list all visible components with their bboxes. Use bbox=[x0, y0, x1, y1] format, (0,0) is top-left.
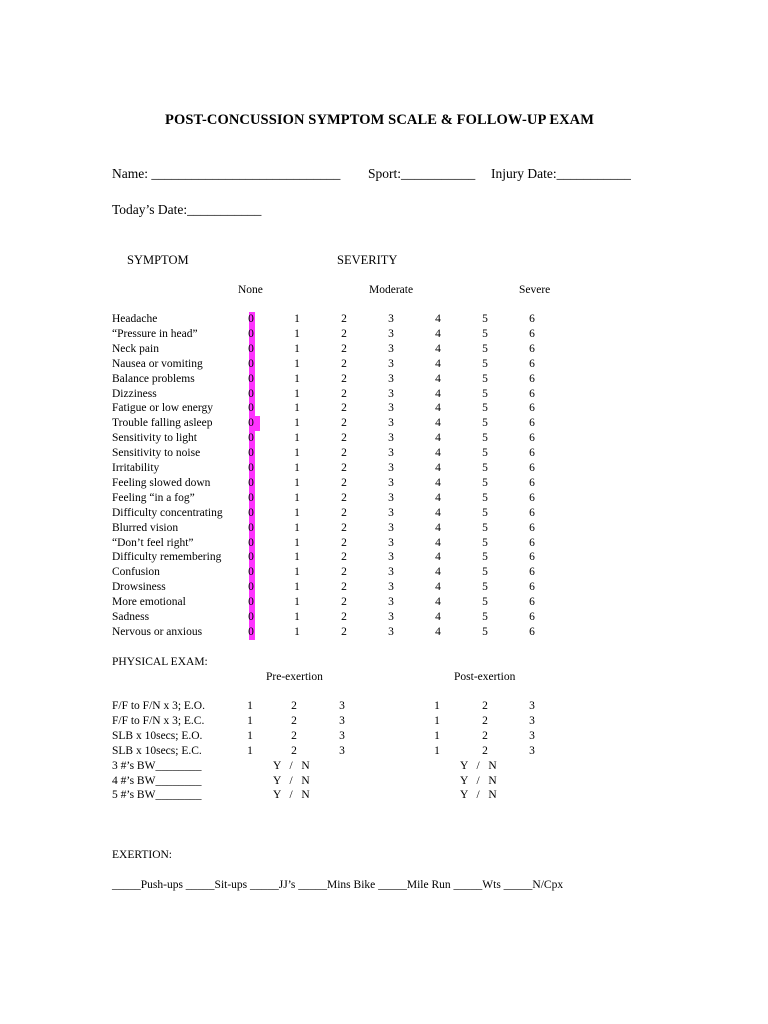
rating-option-3[interactable]: 3 bbox=[388, 476, 394, 489]
rating-option-3[interactable]: 3 bbox=[388, 566, 394, 579]
rating-option-0[interactable]: 0 bbox=[248, 536, 254, 549]
post-exertion-score-2[interactable]: 2 bbox=[482, 700, 488, 712]
rating-option-0[interactable]: 0 bbox=[248, 447, 254, 460]
pre-exertion-score-2[interactable]: 2 bbox=[291, 714, 297, 727]
rating-option-6[interactable]: 6 bbox=[529, 447, 535, 460]
pre-exertion-yes-no[interactable]: Y / N bbox=[273, 789, 310, 802]
rating-option-0[interactable]: 0 bbox=[248, 611, 254, 623]
symptom-row bbox=[0, 477, 768, 492]
rating-option-0[interactable]: 0 bbox=[248, 387, 254, 400]
rating-option-0[interactable]: 0 bbox=[248, 372, 254, 385]
symptom-label: Blurred vision bbox=[112, 521, 179, 534]
rating-option-0[interactable]: 0 bbox=[248, 581, 254, 594]
exam-test-label: SLB x 10secs; E.O. bbox=[112, 729, 203, 742]
symptom-label: More emotional bbox=[112, 596, 186, 609]
rating-option-3[interactable]: 3 bbox=[388, 581, 394, 594]
rating-option-5[interactable]: 5 bbox=[482, 372, 488, 385]
rating-option-5[interactable]: 5 bbox=[482, 476, 488, 489]
rating-option-6[interactable]: 6 bbox=[529, 313, 535, 325]
rating-option-3[interactable]: 3 bbox=[388, 372, 394, 385]
rating-option-4[interactable]: 4 bbox=[435, 536, 441, 549]
rating-option-1[interactable]: 1 bbox=[294, 313, 300, 325]
rating-option-5[interactable]: 5 bbox=[482, 596, 488, 609]
rating-option-5[interactable]: 5 bbox=[482, 611, 488, 623]
symptom-label: Nausea or vomiting bbox=[112, 357, 203, 370]
rating-option-6[interactable]: 6 bbox=[529, 611, 535, 623]
rating-option-1[interactable]: 1 bbox=[294, 417, 300, 430]
rating-option-2[interactable]: 2 bbox=[341, 611, 347, 623]
rating-option-2[interactable]: 2 bbox=[341, 342, 347, 355]
rating-option-2[interactable]: 2 bbox=[341, 402, 347, 415]
rating-option-2[interactable]: 2 bbox=[341, 387, 347, 400]
rating-option-3[interactable]: 3 bbox=[388, 447, 394, 460]
exertion-heading: EXERTION: bbox=[112, 849, 172, 861]
post-exertion-label: Post-exertion bbox=[454, 671, 516, 683]
rating-option-0[interactable]: 0 bbox=[248, 342, 254, 355]
rating-option-5[interactable]: 5 bbox=[482, 447, 488, 460]
rating-option-1[interactable]: 1 bbox=[294, 432, 300, 445]
yes-no-label[interactable]: 5 #’s BW________ bbox=[112, 789, 202, 802]
exam-test-label: SLB x 10secs; E.C. bbox=[112, 744, 202, 757]
symptom-row bbox=[0, 596, 768, 611]
rating-option-1[interactable]: 1 bbox=[294, 596, 300, 609]
rating-option-4[interactable]: 4 bbox=[435, 625, 441, 638]
rating-option-1[interactable]: 1 bbox=[294, 611, 300, 623]
rating-option-4[interactable]: 4 bbox=[435, 342, 441, 355]
rating-option-4[interactable]: 4 bbox=[435, 447, 441, 460]
rating-option-5[interactable]: 5 bbox=[482, 551, 488, 564]
yes-no-row bbox=[0, 760, 768, 775]
rating-option-3[interactable]: 3 bbox=[388, 625, 394, 638]
rating-option-4[interactable]: 4 bbox=[435, 521, 441, 534]
exam-test-row bbox=[0, 730, 768, 745]
rating-option-5[interactable]: 5 bbox=[482, 566, 488, 579]
pre-exertion-score-3[interactable]: 3 bbox=[339, 700, 345, 712]
rating-option-6[interactable]: 6 bbox=[529, 357, 535, 370]
rating-option-1[interactable]: 1 bbox=[294, 491, 300, 504]
post-exertion-score-3[interactable]: 3 bbox=[529, 714, 535, 727]
rating-option-5[interactable]: 5 bbox=[482, 327, 488, 340]
rating-option-5[interactable]: 5 bbox=[482, 506, 488, 519]
pre-exertion-score-3[interactable]: 3 bbox=[339, 729, 345, 742]
rating-option-1[interactable]: 1 bbox=[294, 521, 300, 534]
rating-option-2[interactable]: 2 bbox=[341, 357, 347, 370]
rating-option-2[interactable]: 2 bbox=[341, 521, 347, 534]
rating-option-1[interactable]: 1 bbox=[294, 581, 300, 594]
symptom-label: Headache bbox=[112, 313, 158, 325]
rating-option-4[interactable]: 4 bbox=[435, 327, 441, 340]
symptom-row bbox=[0, 462, 768, 477]
rating-option-2[interactable]: 2 bbox=[341, 476, 347, 489]
rating-option-6[interactable]: 6 bbox=[529, 342, 535, 355]
exam-test-row bbox=[0, 700, 768, 715]
symptom-label: Neck pain bbox=[112, 342, 159, 355]
pre-exertion-score-1[interactable]: 1 bbox=[247, 744, 253, 757]
rating-option-3[interactable]: 3 bbox=[388, 387, 394, 400]
post-exertion-score-2[interactable]: 2 bbox=[482, 744, 488, 757]
rating-option-3[interactable]: 3 bbox=[388, 417, 394, 430]
symptom-row bbox=[0, 313, 768, 328]
symptom-label: Difficulty concentrating bbox=[112, 506, 223, 519]
rating-option-4[interactable]: 4 bbox=[435, 357, 441, 370]
rating-option-4[interactable]: 4 bbox=[435, 581, 441, 594]
rating-option-4[interactable]: 4 bbox=[435, 611, 441, 623]
pre-exertion-score-2[interactable]: 2 bbox=[291, 729, 297, 742]
symptom-row bbox=[0, 492, 768, 507]
pre-exertion-label: Pre-exertion bbox=[266, 671, 323, 683]
severity-header: SEVERITY bbox=[337, 253, 398, 267]
rating-option-5[interactable]: 5 bbox=[482, 581, 488, 594]
symptom-row bbox=[0, 388, 768, 403]
yes-no-label[interactable]: 3 #’s BW________ bbox=[112, 759, 202, 772]
post-exertion-yes-no[interactable]: Y / N bbox=[460, 789, 497, 802]
rating-option-3[interactable]: 3 bbox=[388, 491, 394, 504]
rating-option-2[interactable]: 2 bbox=[341, 581, 347, 594]
rating-option-5[interactable]: 5 bbox=[482, 342, 488, 355]
rating-option-6[interactable]: 6 bbox=[529, 521, 535, 534]
pre-exertion-score-2[interactable]: 2 bbox=[291, 744, 297, 757]
rating-option-3[interactable]: 3 bbox=[388, 342, 394, 355]
rating-option-4[interactable]: 4 bbox=[435, 417, 441, 430]
symptom-row bbox=[0, 537, 768, 552]
rating-option-4[interactable]: 4 bbox=[435, 551, 441, 564]
rating-option-5[interactable]: 5 bbox=[482, 625, 488, 638]
rating-option-4[interactable]: 4 bbox=[435, 506, 441, 519]
rating-option-5[interactable]: 5 bbox=[482, 521, 488, 534]
rating-option-5[interactable]: 5 bbox=[482, 536, 488, 549]
rating-option-1[interactable]: 1 bbox=[294, 327, 300, 340]
rating-option-5[interactable]: 5 bbox=[482, 462, 488, 474]
symptom-row bbox=[0, 611, 768, 626]
symptom-row bbox=[0, 358, 768, 373]
rating-option-5[interactable]: 5 bbox=[482, 402, 488, 415]
pre-exertion-score-2[interactable]: 2 bbox=[291, 700, 297, 712]
rating-option-0[interactable]: 0 bbox=[248, 462, 254, 474]
symptom-label: Sensitivity to noise bbox=[112, 447, 201, 460]
rating-option-4[interactable]: 4 bbox=[435, 313, 441, 325]
rating-option-3[interactable]: 3 bbox=[388, 313, 394, 325]
rating-option-3[interactable]: 3 bbox=[388, 402, 394, 415]
post-exertion-score-3[interactable]: 3 bbox=[529, 744, 535, 757]
rating-option-1[interactable]: 1 bbox=[294, 342, 300, 355]
rating-option-4[interactable]: 4 bbox=[435, 476, 441, 489]
symptom-label: Irritability bbox=[112, 462, 160, 474]
pre-exertion-score-1[interactable]: 1 bbox=[247, 714, 253, 727]
rating-option-5[interactable]: 5 bbox=[482, 387, 488, 400]
sport-field[interactable]: Sport:___________ bbox=[368, 166, 476, 181]
symptom-label: Fatigue or low energy bbox=[112, 402, 214, 415]
rating-option-2[interactable]: 2 bbox=[341, 491, 347, 504]
rating-option-4[interactable]: 4 bbox=[435, 432, 441, 445]
symptom-row bbox=[0, 447, 768, 462]
rating-option-0[interactable]: 0 bbox=[248, 402, 254, 415]
rating-option-0[interactable]: 0 bbox=[248, 596, 254, 609]
symptom-row bbox=[0, 402, 768, 417]
injury-date-field[interactable]: Injury Date:___________ bbox=[491, 166, 631, 181]
rating-option-1[interactable]: 1 bbox=[294, 551, 300, 564]
rating-option-2[interactable]: 2 bbox=[341, 327, 347, 340]
rating-option-1[interactable]: 1 bbox=[294, 476, 300, 489]
rating-option-3[interactable]: 3 bbox=[388, 551, 394, 564]
rating-option-6[interactable]: 6 bbox=[529, 551, 535, 564]
symptom-label: Sadness bbox=[112, 611, 150, 623]
symptom-row bbox=[0, 507, 768, 522]
rating-option-3[interactable]: 3 bbox=[388, 327, 394, 340]
rating-option-0[interactable]: 0 bbox=[248, 625, 254, 638]
rating-option-3[interactable]: 3 bbox=[388, 611, 394, 623]
rating-option-6[interactable]: 6 bbox=[529, 491, 535, 504]
rating-option-5[interactable]: 5 bbox=[482, 417, 488, 430]
rating-option-0[interactable]: 0 bbox=[248, 476, 254, 489]
rating-option-6[interactable]: 6 bbox=[529, 596, 535, 609]
rating-option-0[interactable]: 0 bbox=[248, 327, 254, 340]
rating-option-1[interactable]: 1 bbox=[294, 566, 300, 579]
rating-option-1[interactable]: 1 bbox=[294, 447, 300, 460]
symptom-row bbox=[0, 522, 768, 537]
rating-option-3[interactable]: 3 bbox=[388, 432, 394, 445]
post-exertion-score-2[interactable]: 2 bbox=[482, 714, 488, 727]
symptom-row bbox=[0, 551, 768, 566]
exam-test-row bbox=[0, 745, 768, 760]
rating-option-6[interactable]: 6 bbox=[529, 417, 535, 430]
physical-exam-heading: PHYSICAL EXAM: bbox=[112, 656, 208, 668]
rating-option-2[interactable]: 2 bbox=[341, 551, 347, 564]
rating-option-6[interactable]: 6 bbox=[529, 581, 535, 594]
rating-option-2[interactable]: 2 bbox=[341, 566, 347, 579]
rating-option-0[interactable]: 0 bbox=[248, 491, 254, 504]
post-exertion-score-1[interactable]: 1 bbox=[434, 714, 440, 727]
rating-option-6[interactable]: 6 bbox=[529, 506, 535, 519]
post-exertion-yes-no[interactable]: Y / N bbox=[460, 774, 497, 787]
rating-option-0[interactable]: 0 bbox=[248, 566, 254, 579]
post-exertion-yes-no[interactable]: Y / N bbox=[460, 759, 497, 772]
symptom-row bbox=[0, 581, 768, 596]
rating-option-1[interactable]: 1 bbox=[294, 462, 300, 474]
rating-option-0[interactable]: 0 bbox=[248, 506, 254, 519]
rating-option-6[interactable]: 6 bbox=[529, 625, 535, 638]
rating-option-5[interactable]: 5 bbox=[482, 491, 488, 504]
pre-exertion-score-1[interactable]: 1 bbox=[247, 729, 253, 742]
exertion-line[interactable]: _____Push-ups _____Sit-ups _____JJ’s _____Mins Bike _____Mile Run _____Wts _____N/Cpx bbox=[112, 879, 564, 891]
rating-option-6[interactable]: 6 bbox=[529, 536, 535, 549]
scale-severe-label: Severe bbox=[519, 284, 551, 296]
symptom-header: SYMPTOM bbox=[127, 253, 189, 267]
symptom-label: “Pressure in head” bbox=[112, 327, 198, 340]
post-exertion-score-2[interactable]: 2 bbox=[482, 729, 488, 742]
rating-option-2[interactable]: 2 bbox=[341, 506, 347, 519]
exam-test-row bbox=[0, 715, 768, 730]
pre-exertion-score-3[interactable]: 3 bbox=[339, 744, 345, 757]
rating-option-6[interactable]: 6 bbox=[529, 327, 535, 340]
yes-no-row bbox=[0, 775, 768, 790]
rating-option-3[interactable]: 3 bbox=[388, 521, 394, 534]
rating-option-4[interactable]: 4 bbox=[435, 566, 441, 579]
rating-option-2[interactable]: 2 bbox=[341, 417, 347, 430]
rating-option-6[interactable]: 6 bbox=[529, 462, 535, 474]
rating-option-3[interactable]: 3 bbox=[388, 596, 394, 609]
symptom-label: Sensitivity to light bbox=[112, 432, 197, 445]
symptom-row bbox=[0, 432, 768, 447]
rating-option-5[interactable]: 5 bbox=[482, 313, 488, 325]
yes-no-row bbox=[0, 789, 768, 804]
rating-option-0[interactable]: 0 bbox=[248, 313, 254, 325]
symptom-row bbox=[0, 343, 768, 358]
symptom-row bbox=[0, 626, 768, 641]
pre-exertion-score-3[interactable]: 3 bbox=[339, 714, 345, 727]
rating-option-4[interactable]: 4 bbox=[435, 387, 441, 400]
rating-option-1[interactable]: 1 bbox=[294, 387, 300, 400]
rating-option-2[interactable]: 2 bbox=[341, 432, 347, 445]
symptom-label: Trouble falling asleep bbox=[112, 417, 213, 430]
scale-none-label: None bbox=[238, 284, 263, 296]
rating-option-2[interactable]: 2 bbox=[341, 462, 347, 474]
rating-option-1[interactable]: 1 bbox=[294, 402, 300, 415]
symptom-row bbox=[0, 417, 768, 432]
rating-option-1[interactable]: 1 bbox=[294, 372, 300, 385]
symptom-label: “Don’t feel right” bbox=[112, 536, 194, 549]
rating-option-6[interactable]: 6 bbox=[529, 372, 535, 385]
page-title: POST-CONCUSSION SYMPTOM SCALE & FOLLOW-UP EXAM bbox=[165, 112, 595, 128]
pre-exertion-yes-no[interactable]: Y / N bbox=[273, 774, 310, 787]
symptom-row bbox=[0, 373, 768, 388]
rating-option-4[interactable]: 4 bbox=[435, 462, 441, 474]
symptom-row bbox=[0, 566, 768, 581]
pre-exertion-yes-no[interactable]: Y / N bbox=[273, 759, 310, 772]
rating-option-6[interactable]: 6 bbox=[529, 432, 535, 445]
rating-option-4[interactable]: 4 bbox=[435, 372, 441, 385]
rating-option-1[interactable]: 1 bbox=[294, 506, 300, 519]
symptom-label: Drowsiness bbox=[112, 581, 166, 594]
symptom-label: Difficulty remembering bbox=[112, 551, 222, 564]
rating-option-0[interactable]: 0 bbox=[248, 357, 254, 370]
rating-option-2[interactable]: 2 bbox=[341, 372, 347, 385]
symptom-label: Dizziness bbox=[112, 387, 157, 400]
name-field[interactable]: Name: ____________________________ bbox=[112, 166, 341, 181]
rating-option-1[interactable]: 1 bbox=[294, 536, 300, 549]
exam-test-label: F/F to F/N x 3; E.O. bbox=[112, 700, 205, 712]
rating-option-0[interactable]: 0 bbox=[248, 417, 254, 430]
rating-option-6[interactable]: 6 bbox=[529, 402, 535, 415]
rating-option-5[interactable]: 5 bbox=[482, 357, 488, 370]
rating-option-2[interactable]: 2 bbox=[341, 625, 347, 638]
post-exertion-score-3[interactable]: 3 bbox=[529, 729, 535, 742]
rating-option-0[interactable]: 0 bbox=[248, 551, 254, 564]
rating-option-6[interactable]: 6 bbox=[529, 476, 535, 489]
rating-option-6[interactable]: 6 bbox=[529, 387, 535, 400]
symptom-label: Feeling “in a fog” bbox=[112, 491, 195, 504]
yes-no-label[interactable]: 4 #’s BW________ bbox=[112, 774, 202, 787]
post-exertion-score-1[interactable]: 1 bbox=[434, 729, 440, 742]
pre-exertion-score-1[interactable]: 1 bbox=[247, 700, 253, 712]
rating-option-2[interactable]: 2 bbox=[341, 596, 347, 609]
symptom-label: Balance problems bbox=[112, 372, 195, 385]
symptom-label: Nervous or anxious bbox=[112, 625, 203, 638]
todays-date-field[interactable]: Today’s Date:___________ bbox=[112, 202, 262, 217]
rating-option-4[interactable]: 4 bbox=[435, 402, 441, 415]
rating-option-6[interactable]: 6 bbox=[529, 566, 535, 579]
rating-option-3[interactable]: 3 bbox=[388, 462, 394, 474]
rating-option-5[interactable]: 5 bbox=[482, 432, 488, 445]
rating-option-3[interactable]: 3 bbox=[388, 536, 394, 549]
rating-option-3[interactable]: 3 bbox=[388, 506, 394, 519]
rating-option-0[interactable]: 0 bbox=[248, 432, 254, 445]
post-exertion-score-1[interactable]: 1 bbox=[434, 744, 440, 757]
rating-option-0[interactable]: 0 bbox=[248, 521, 254, 534]
symptom-label: Feeling slowed down bbox=[112, 476, 211, 489]
rating-option-1[interactable]: 1 bbox=[294, 357, 300, 370]
rating-option-4[interactable]: 4 bbox=[435, 491, 441, 504]
rating-option-2[interactable]: 2 bbox=[341, 313, 347, 325]
rating-option-2[interactable]: 2 bbox=[341, 447, 347, 460]
exam-test-label: F/F to F/N x 3; E.C. bbox=[112, 714, 205, 727]
rating-option-4[interactable]: 4 bbox=[435, 596, 441, 609]
rating-option-2[interactable]: 2 bbox=[341, 536, 347, 549]
symptom-label: Confusion bbox=[112, 566, 160, 579]
post-exertion-score-1[interactable]: 1 bbox=[434, 700, 440, 712]
rating-option-3[interactable]: 3 bbox=[388, 357, 394, 370]
scale-moderate-label: Moderate bbox=[369, 284, 414, 296]
post-exertion-score-3[interactable]: 3 bbox=[529, 700, 535, 712]
rating-option-1[interactable]: 1 bbox=[294, 625, 300, 638]
symptom-row bbox=[0, 328, 768, 343]
